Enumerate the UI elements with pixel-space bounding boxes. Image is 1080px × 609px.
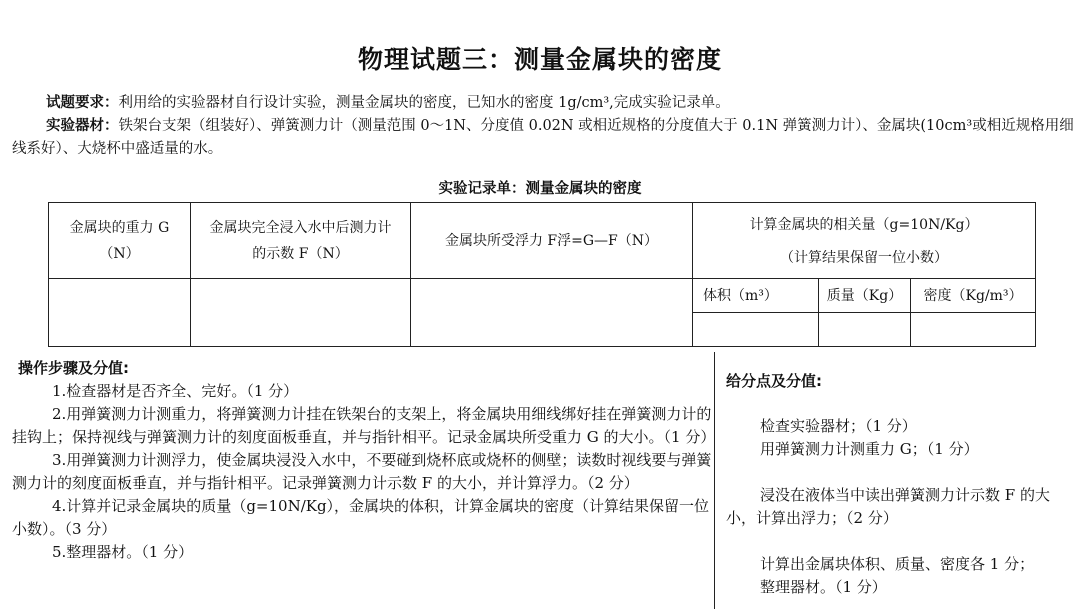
scoring-item: 浸没在液体当中读出弹簧测力计示数 F 的大小，计算出浮力；（2 分） — [726, 486, 1050, 527]
cell-mass — [819, 313, 911, 347]
cell-weight — [49, 279, 191, 347]
requirements-section — [12, 92, 1074, 161]
requirement-label: 试题要求： — [46, 95, 119, 111]
scoring-item: 计算出金属块体积、质量、密度各 1 分； — [760, 555, 1035, 573]
step-item: 5.整理器材。（1 分） — [52, 543, 194, 561]
steps-heading: 操作步骤及分值: — [18, 359, 129, 377]
header-calc-line1: 计算金属块的相关量（g=10N/Kg） — [693, 203, 1036, 239]
header-reading: 金属块完全浸入水中后测力计的示数 F（N） — [191, 203, 411, 279]
subheader-volume: 体积（m³） — [693, 279, 819, 313]
cell-buoyancy — [411, 279, 693, 347]
step-item: 4.计算并记录金属块的质量（g=10N/Kg），金属块的体积，计算金属块的密度（计算结果保留一位小数）。（3 分） — [12, 497, 710, 538]
scoring-heading: 给分点及分值: — [726, 372, 822, 390]
header-buoyancy: 金属块所受浮力 F浮=G—F（N） — [411, 203, 693, 279]
header-calc-line2: （计算结果保留一位小数） — [693, 239, 1036, 279]
scoring-section — [726, 370, 1071, 599]
scoring-item: 检查实验器材；（1 分） — [760, 417, 917, 435]
cell-density — [911, 313, 1036, 347]
steps-section — [12, 357, 716, 564]
equipment-text: 铁架台支架（组装好）、弹簧测力计（测量范围 0～1N、分度值 0.02N 或相近规格的分度值大于 0.1N 弹簧测力计）、金属块(10cm³或相近规格用细线系好）、大烧杯中盛适量的水。 — [12, 118, 1074, 157]
equipment-paragraph — [12, 115, 1074, 161]
table-title: 实验记录单：测量金属块的密度 — [438, 181, 642, 197]
header-weight: 金属块的重力 G（N） — [49, 203, 191, 279]
cell-reading — [191, 279, 411, 347]
subheader-mass: 质量（Kg） — [819, 279, 911, 313]
requirement-text: 利用给的实验器材自行设计实验，测量金属块的密度，已知水的密度 1g/cm³,完成实验记录单。 — [118, 95, 730, 111]
equipment-label: 实验器材： — [46, 118, 119, 134]
requirement-paragraph — [12, 92, 1074, 115]
step-item: 3.用弹簧测力计测浮力，使金属块浸没入水中，不要碰到烧杯底或烧杯的侧壁；读数时视线要与弹簧测力计的刻度面板垂直，并与指针相平。记录弹簧测力计示数 F 的大小，并计算浮力。（2 分） — [12, 451, 712, 492]
scoring-item: 用弹簧测力计测重力 G；（1 分） — [760, 440, 979, 458]
step-item: 1.检查器材是否齐全、完好。（1 分） — [52, 382, 299, 400]
step-item: 2.用弹簧测力计测重力，将弹簧测力计挂在铁架台的支架上，将金属块用细线绑好挂在弹簧测力计的挂钩上；保持视线与弹簧测力计的刻度面板垂直，并与指针相平。记录金属块所受重力 G 的大小。（1 分） — [12, 405, 716, 446]
column-divider — [714, 352, 715, 609]
cell-volume — [693, 313, 819, 347]
subheader-density: 密度（Kg/m³） — [911, 279, 1036, 313]
record-table — [48, 202, 1036, 347]
page-title: 物理试题三：测量金属块的密度 — [357, 45, 722, 74]
scoring-item: 整理器材。（1 分） — [760, 578, 887, 596]
